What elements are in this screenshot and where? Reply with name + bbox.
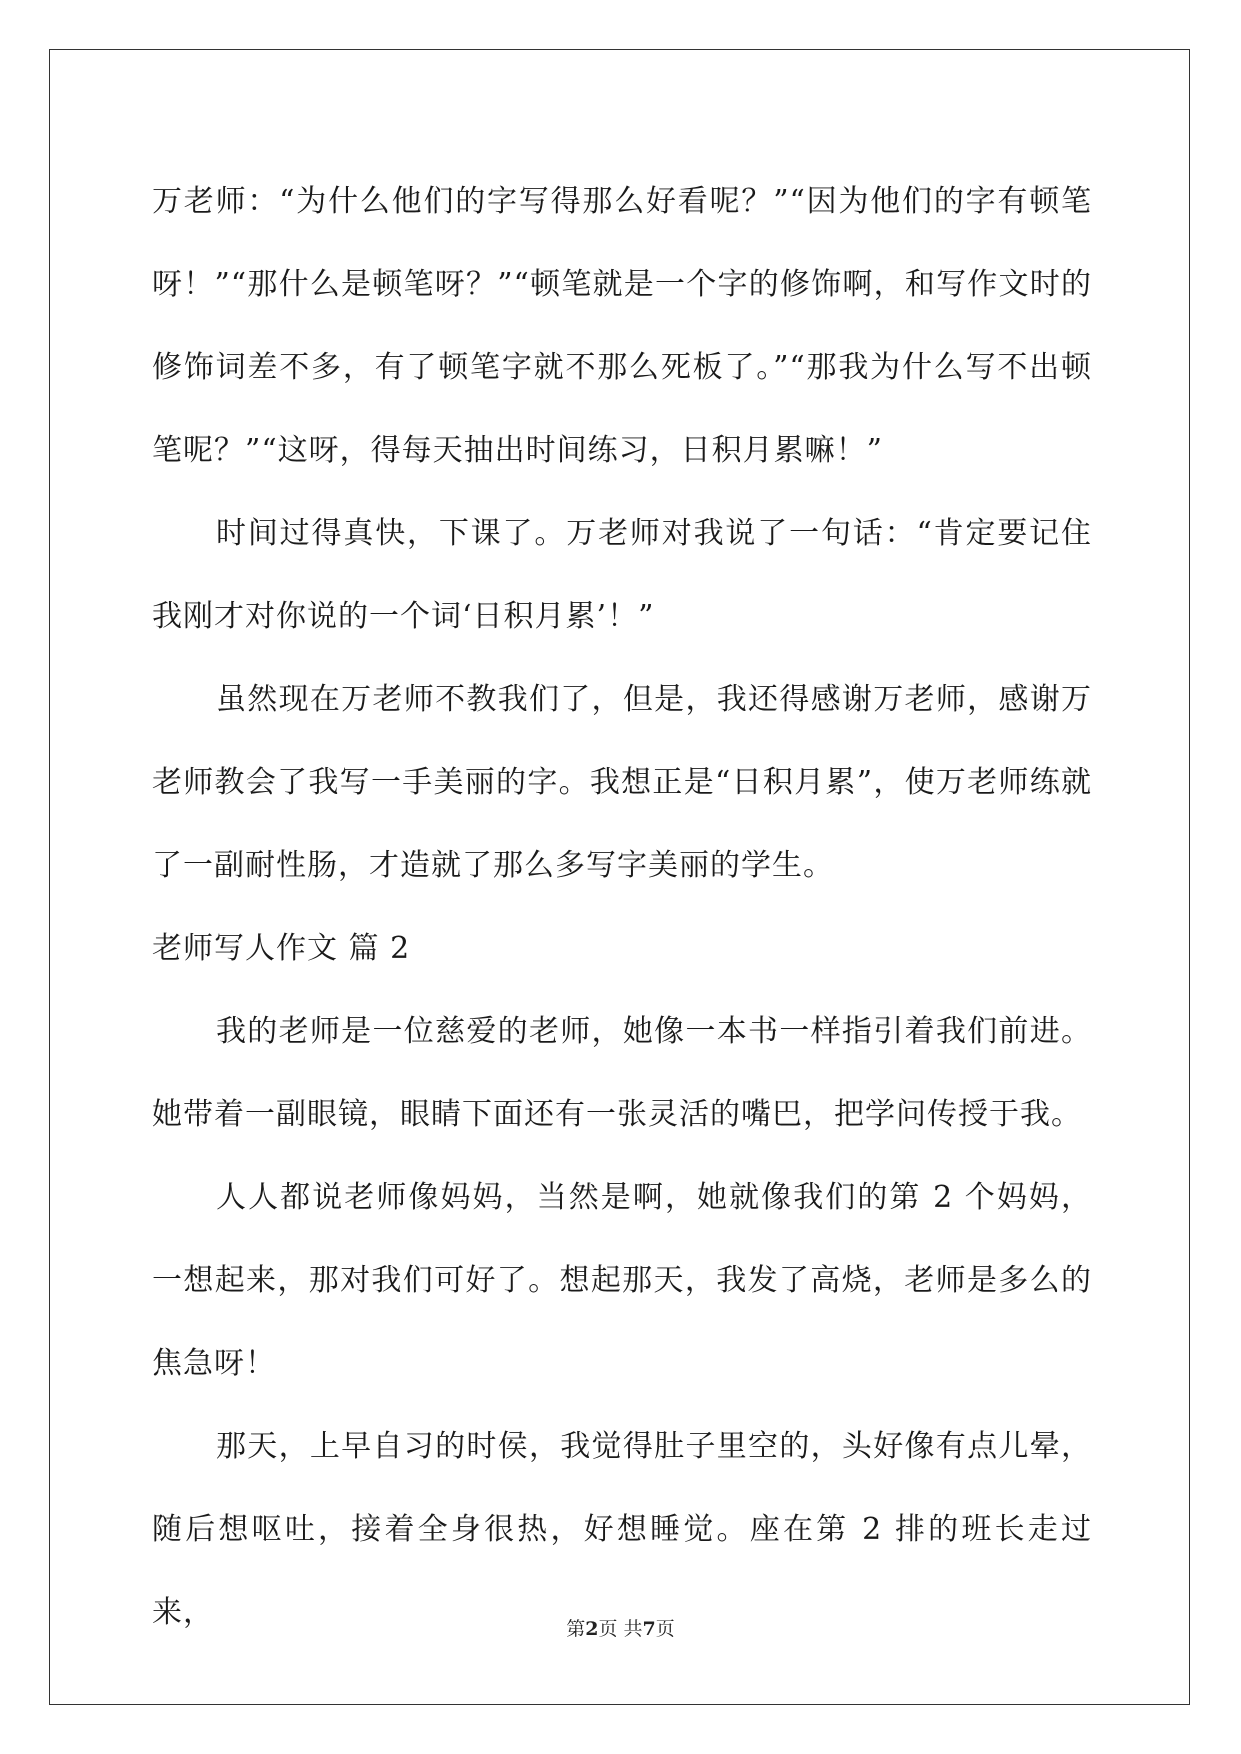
page-footer <box>0 1614 1241 1641</box>
footer-middle: 页 共 <box>598 1618 643 1640</box>
paragraph-1: 万老师：“为什么他们的字写得那么好看呢？”“因为他们的字有顿笔呀！”“那什么是顿笔呀？”“顿笔就是一个字的修饰啊，和写作文时的修饰词差不多，有了顿笔字就不那么死板了。”“那我为什么写不出顿笔呢？”“这呀，得每天抽出时间练习，日积月累嘛！” <box>152 184 1092 468</box>
paragraph-6: 那天，上早自习的时侯，我觉得肚子里空的，头好像有点儿晕，随后想呕吐，接着全身很热，好想睡觉。座在第 2 排的班长走过来， <box>152 1429 1092 1630</box>
paragraph-5: 人人都说老师像妈妈，当然是啊，她就像我们的第 2 个妈妈，一想起来，那对我们可好了。想起那天，我发了高烧，老师是多么的焦急呀！ <box>152 1180 1092 1381</box>
footer-suffix: 页 <box>655 1618 675 1640</box>
paragraph-2: 时间过得真快，下课了。万老师对我说了一句话：“肯定要记住我刚才对你说的一个词‘日积月累’！” <box>152 516 1092 634</box>
section-heading: 老师写人作文 篇 2 <box>152 931 411 966</box>
footer-total-pages: 7 <box>642 1618 656 1640</box>
paragraph-4: 我的老师是一位慈爱的老师，她像一本书一样指引着我们前进。她带着一副眼镜，眼睛下面还有一张灵活的嘴巴，把学问传授于我。 <box>152 1014 1092 1132</box>
footer-page-number: 2 <box>585 1618 599 1640</box>
document-body <box>152 160 1092 1654</box>
footer-prefix: 第 <box>566 1618 586 1640</box>
paragraph-3: 虽然现在万老师不教我们了，但是，我还得感谢万老师，感谢万老师教会了我写一手美丽的字。我想正是“日积月累”，使万老师练就了一副耐性肠，才造就了那么多写字美丽的学生。 <box>152 682 1092 883</box>
